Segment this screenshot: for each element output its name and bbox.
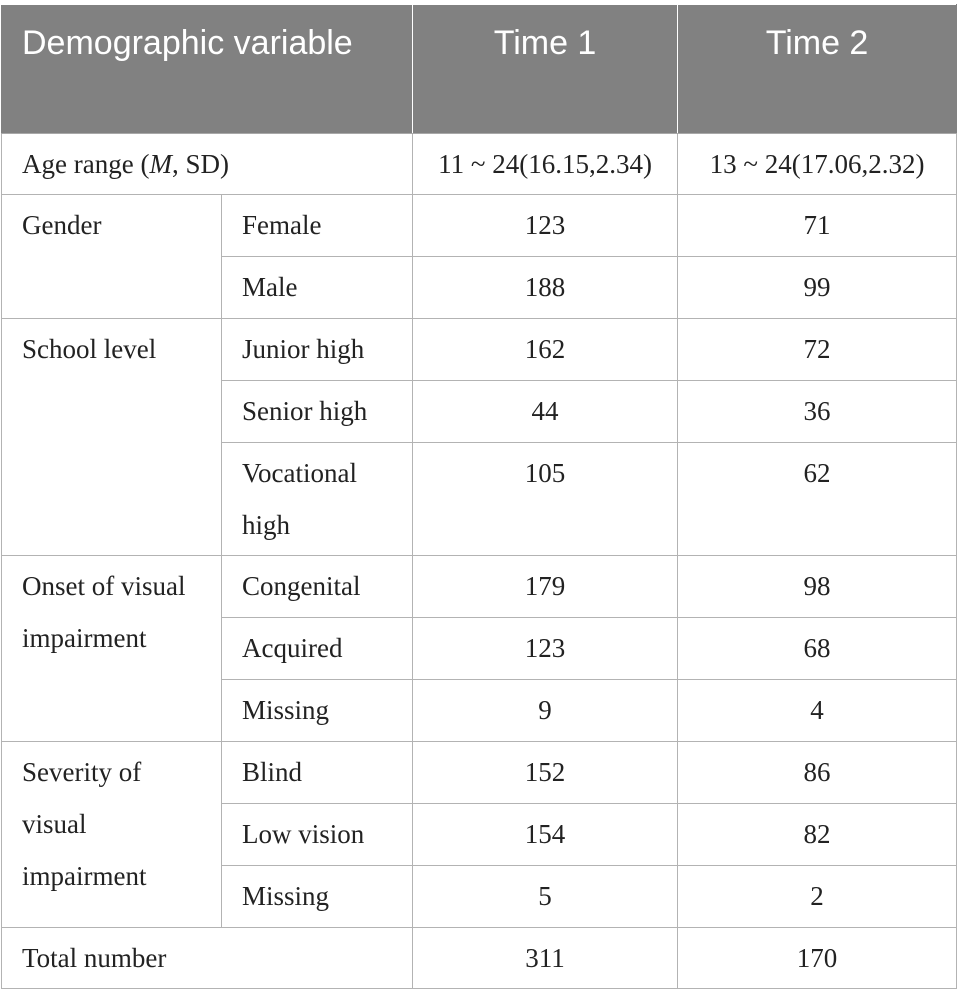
age-time1: 11 ~ 24(16.15,2.34) [413, 134, 678, 195]
header-row [2, 5, 957, 134]
sub-label: Missing [222, 866, 413, 928]
cell-time2: 98 [678, 556, 957, 618]
age-time2: 13 ~ 24(17.06,2.32) [678, 134, 957, 195]
cell-time1: 44 [413, 381, 678, 443]
cell-time2: 62 [678, 443, 957, 556]
age-label: Age range (M, SD) [2, 134, 413, 195]
cell-time2: 68 [678, 618, 957, 680]
cell-time1: 152 [413, 742, 678, 804]
total-label: Total number [2, 928, 413, 989]
cell-time2: 71 [678, 195, 957, 257]
cell-time2: 36 [678, 381, 957, 443]
sub-label: Vocational high [222, 443, 413, 556]
group-label-gender: Gender [2, 195, 222, 319]
header-variable: Demographic variable [2, 5, 413, 134]
cell-time1: 188 [413, 257, 678, 319]
cell-time1: 179 [413, 556, 678, 618]
sub-label: Senior high [222, 381, 413, 443]
cell-time1: 9 [413, 680, 678, 742]
cell-time1: 105 [413, 443, 678, 556]
sub-label: Acquired [222, 618, 413, 680]
cell-time1: 162 [413, 319, 678, 381]
header-time1: Time 1 [413, 5, 678, 134]
group-label-onset: Onset of visual impairment [2, 556, 222, 742]
table-row [2, 742, 957, 804]
sub-label: Female [222, 195, 413, 257]
sub-label: Missing [222, 680, 413, 742]
sub-label: Congenital [222, 556, 413, 618]
total-row [2, 928, 957, 989]
cell-time1: 123 [413, 195, 678, 257]
sub-label: Junior high [222, 319, 413, 381]
cell-time1: 5 [413, 866, 678, 928]
table-row [2, 556, 957, 618]
demographics-table [1, 4, 957, 989]
total-time2: 170 [678, 928, 957, 989]
cell-time2: 82 [678, 804, 957, 866]
cell-time1: 123 [413, 618, 678, 680]
cell-time2: 2 [678, 866, 957, 928]
group-label-school-level: School level [2, 319, 222, 556]
cell-time2: 72 [678, 319, 957, 381]
cell-time2: 86 [678, 742, 957, 804]
cell-time2: 4 [678, 680, 957, 742]
total-time1: 311 [413, 928, 678, 989]
cell-time2: 99 [678, 257, 957, 319]
sub-label: Low vision [222, 804, 413, 866]
table-row [2, 195, 957, 257]
sub-label: Blind [222, 742, 413, 804]
cell-time1: 154 [413, 804, 678, 866]
table-row [2, 319, 957, 381]
age-row [2, 134, 957, 195]
header-time2: Time 2 [678, 5, 957, 134]
group-label-severity: Severity of visual impairment [2, 742, 222, 928]
sub-label: Male [222, 257, 413, 319]
